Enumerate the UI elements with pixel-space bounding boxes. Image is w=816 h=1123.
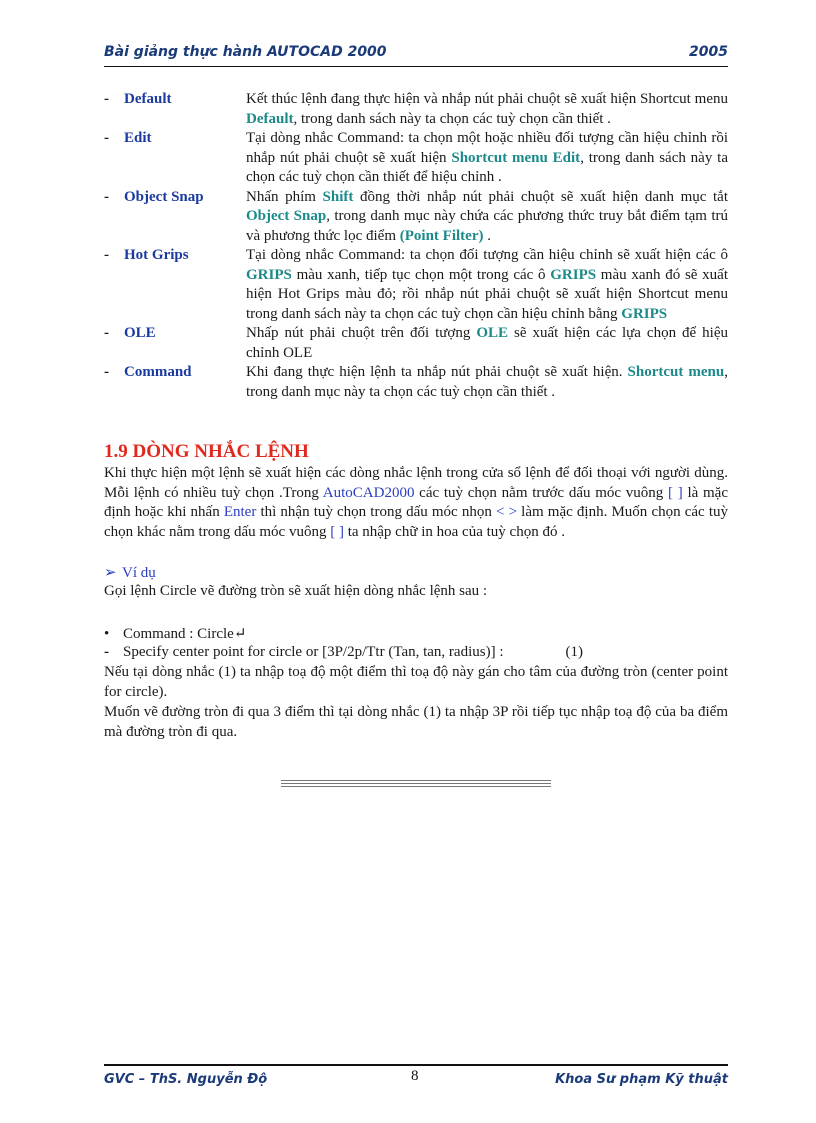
page-number: 8 [411, 1068, 419, 1084]
paragraph-text: các tuỳ chọn nằm trước dấu móc vuông [414, 484, 668, 501]
definition-text: , trong danh mục này ta chọn các tuỳ chọn cần thiết . [246, 364, 728, 400]
header-year: 2005 [689, 44, 728, 60]
header-rule [104, 66, 728, 67]
list-item-term: Command [124, 364, 192, 380]
footer-rule [104, 1064, 728, 1066]
prompt-dash: - [104, 644, 109, 660]
command-line [104, 624, 246, 643]
list-dash: - [104, 247, 109, 263]
paragraph-highlight: AutoCAD2000 [322, 484, 415, 501]
paragraph-text: Khi thực hiện một lệnh sẽ xuất hiện các dòng nhắc lệnh trong cửa sổ lệnh để đối thoại với người dùng. Mỗi lệnh có nhiều tuỳ chọn .Trong [104, 465, 728, 501]
list-item [104, 129, 728, 188]
section-paragraph [104, 464, 728, 542]
definition-text: . [483, 227, 491, 244]
list-item-term: Default [124, 91, 172, 107]
list-item [104, 188, 728, 247]
page-footer [104, 1068, 728, 1094]
bullet-icon: • [104, 626, 110, 642]
list-item-definition [246, 363, 728, 402]
page-header [104, 44, 728, 66]
list-item-definition [246, 324, 728, 363]
paragraph-text: là mặc định hoặc khi nhấn [104, 484, 728, 520]
list-item-definition [246, 188, 728, 247]
definition-highlight: GRIPS [246, 266, 292, 283]
list-dash: - [104, 325, 109, 341]
example-intro: Gọi lệnh Circle vẽ đường tròn sẽ xuất hiện dòng nhắc lệnh sau : [104, 583, 488, 599]
command-text: Command : Circle↵ [123, 626, 247, 642]
definition-text: Tại dòng nhắc Command: ta chọn một hoặc nhiều đối tượng cần hiệu chỉnh rồi nhắp nút phải chuột sẽ xuất hiện [246, 130, 728, 166]
definition-text: đồng thời nhắp nút phải chuột sẽ xuất hiện danh mục tắt [353, 188, 728, 205]
definition-highlight: OLE [476, 325, 509, 341]
list-dash: - [104, 91, 109, 107]
list-item-term: Edit [124, 130, 152, 146]
header-title: Bài giảng thực hành AUTOCAD 2000 [104, 44, 387, 60]
prompt-number: (1) [565, 644, 583, 660]
note-center-point: Nếu tại dòng nhắc (1) ta nhập toạ độ một điểm thì toạ độ này gán cho tâm của đường tròn (center point for circle). [104, 664, 728, 700]
paragraph-highlight: [ ] [330, 523, 344, 540]
list-item-definition [246, 246, 728, 324]
definition-highlight: (Point Filter) [399, 227, 484, 244]
definition-text: sẽ xuất hiện các lựa chọn để hiệu chỉnh OLE [246, 325, 728, 361]
paragraph-highlight: [ ] [668, 484, 683, 501]
example-heading [104, 563, 156, 582]
list-item [104, 324, 728, 363]
shortcut-menu-list [104, 90, 728, 402]
definition-text: Kết thúc lệnh đang thực hiện và nhắp nút phải chuột sẽ xuất hiện Shortcut menu [246, 91, 728, 107]
list-item-term: Hot Grips [124, 247, 189, 263]
paragraph-text: thì nhận tuỳ chọn trong dấu móc nhọn [256, 504, 496, 520]
definition-highlight: GRIPS [621, 305, 668, 322]
definition-text: Nhấn phím [246, 188, 323, 205]
definition-text: , trong danh mục này chứa các phương thức truy bắt điểm tạm trú và phương thức lọc điểm [246, 208, 728, 244]
prompt-line [104, 644, 583, 661]
list-item-definition [246, 129, 728, 188]
definition-text: màu xanh, tiếp tục chọn một trong các ô [291, 266, 551, 283]
definition-text: , trong danh sách này ta chọn các tuỳ chọn cần thiết để hiệu chỉnh . [246, 149, 728, 185]
definition-highlight: Object Snap [246, 208, 327, 224]
list-item [104, 246, 728, 324]
prompt-text: Specify center point for circle or [3P/2p/Ttr (Tan, tan, radius)] : [123, 644, 504, 660]
definition-text: , trong danh sách này ta chọn các tuỳ chọn cần thiết . [293, 110, 611, 127]
definition-highlight: Shortcut menu Edit [451, 149, 581, 166]
list-item-term: OLE [124, 325, 156, 341]
definition-highlight: Shortcut menu [627, 364, 725, 380]
footer-author: GVC – ThS. Nguyễn Độ [104, 1072, 268, 1087]
definition-text: Khi đang thực hiện lệnh ta nhắp nút phải chuột sẽ xuất hiện. [246, 364, 628, 380]
section-heading: 1.9 DÒNG NHẮC LỆNH [104, 441, 309, 462]
definition-highlight: Shift [322, 188, 354, 205]
definition-text: màu xanh đó sẽ xuất hiện Hot Grips màu đỏ; rồi nhắp nút phải chuột sẽ xuất hiện Shortcut menu trong danh sách này ta chọn các tuỳ chọn cần hiệu chỉnh bằng [246, 266, 728, 322]
note-three-points: Muốn vẽ đường tròn đi qua 3 điểm thì tại dòng nhắc (1) ta nhập 3P rồi tiếp tục nhập toạ độ của ba điểm mà đường tròn đi qua. [104, 704, 728, 740]
definition-highlight: Default [246, 110, 294, 127]
list-item [104, 363, 728, 402]
list-item-term: Object Snap [124, 188, 204, 205]
list-dash: - [104, 188, 109, 205]
example-label: Ví dụ [122, 565, 156, 581]
paragraph-text: ta nhập chữ in hoa của tuỳ chọn đó . [343, 523, 565, 540]
paragraph-highlight: Enter [223, 504, 257, 520]
definition-highlight: GRIPS [550, 266, 597, 283]
list-dash: - [104, 364, 109, 380]
footer-department: Khoa Sư phạm Kỹ thuật [555, 1072, 728, 1087]
paragraph-highlight: < > [495, 504, 518, 520]
separator [281, 780, 551, 790]
paragraph-text: làm mặc định. Muốn chọn các tuỳ chọn khác nằm trong dấu móc vuông [104, 504, 729, 540]
definition-text: Nhấp nút phải chuột trên đối tượng [246, 325, 477, 341]
definition-text: Tại dòng nhắc Command: ta chọn đối tượng cần hiệu chỉnh sẽ xuất hiện các ô [246, 247, 728, 263]
arrow-bullet-icon: ➢ [104, 565, 117, 581]
list-item-definition [246, 90, 728, 129]
list-dash: - [104, 130, 109, 146]
list-item [104, 90, 728, 129]
